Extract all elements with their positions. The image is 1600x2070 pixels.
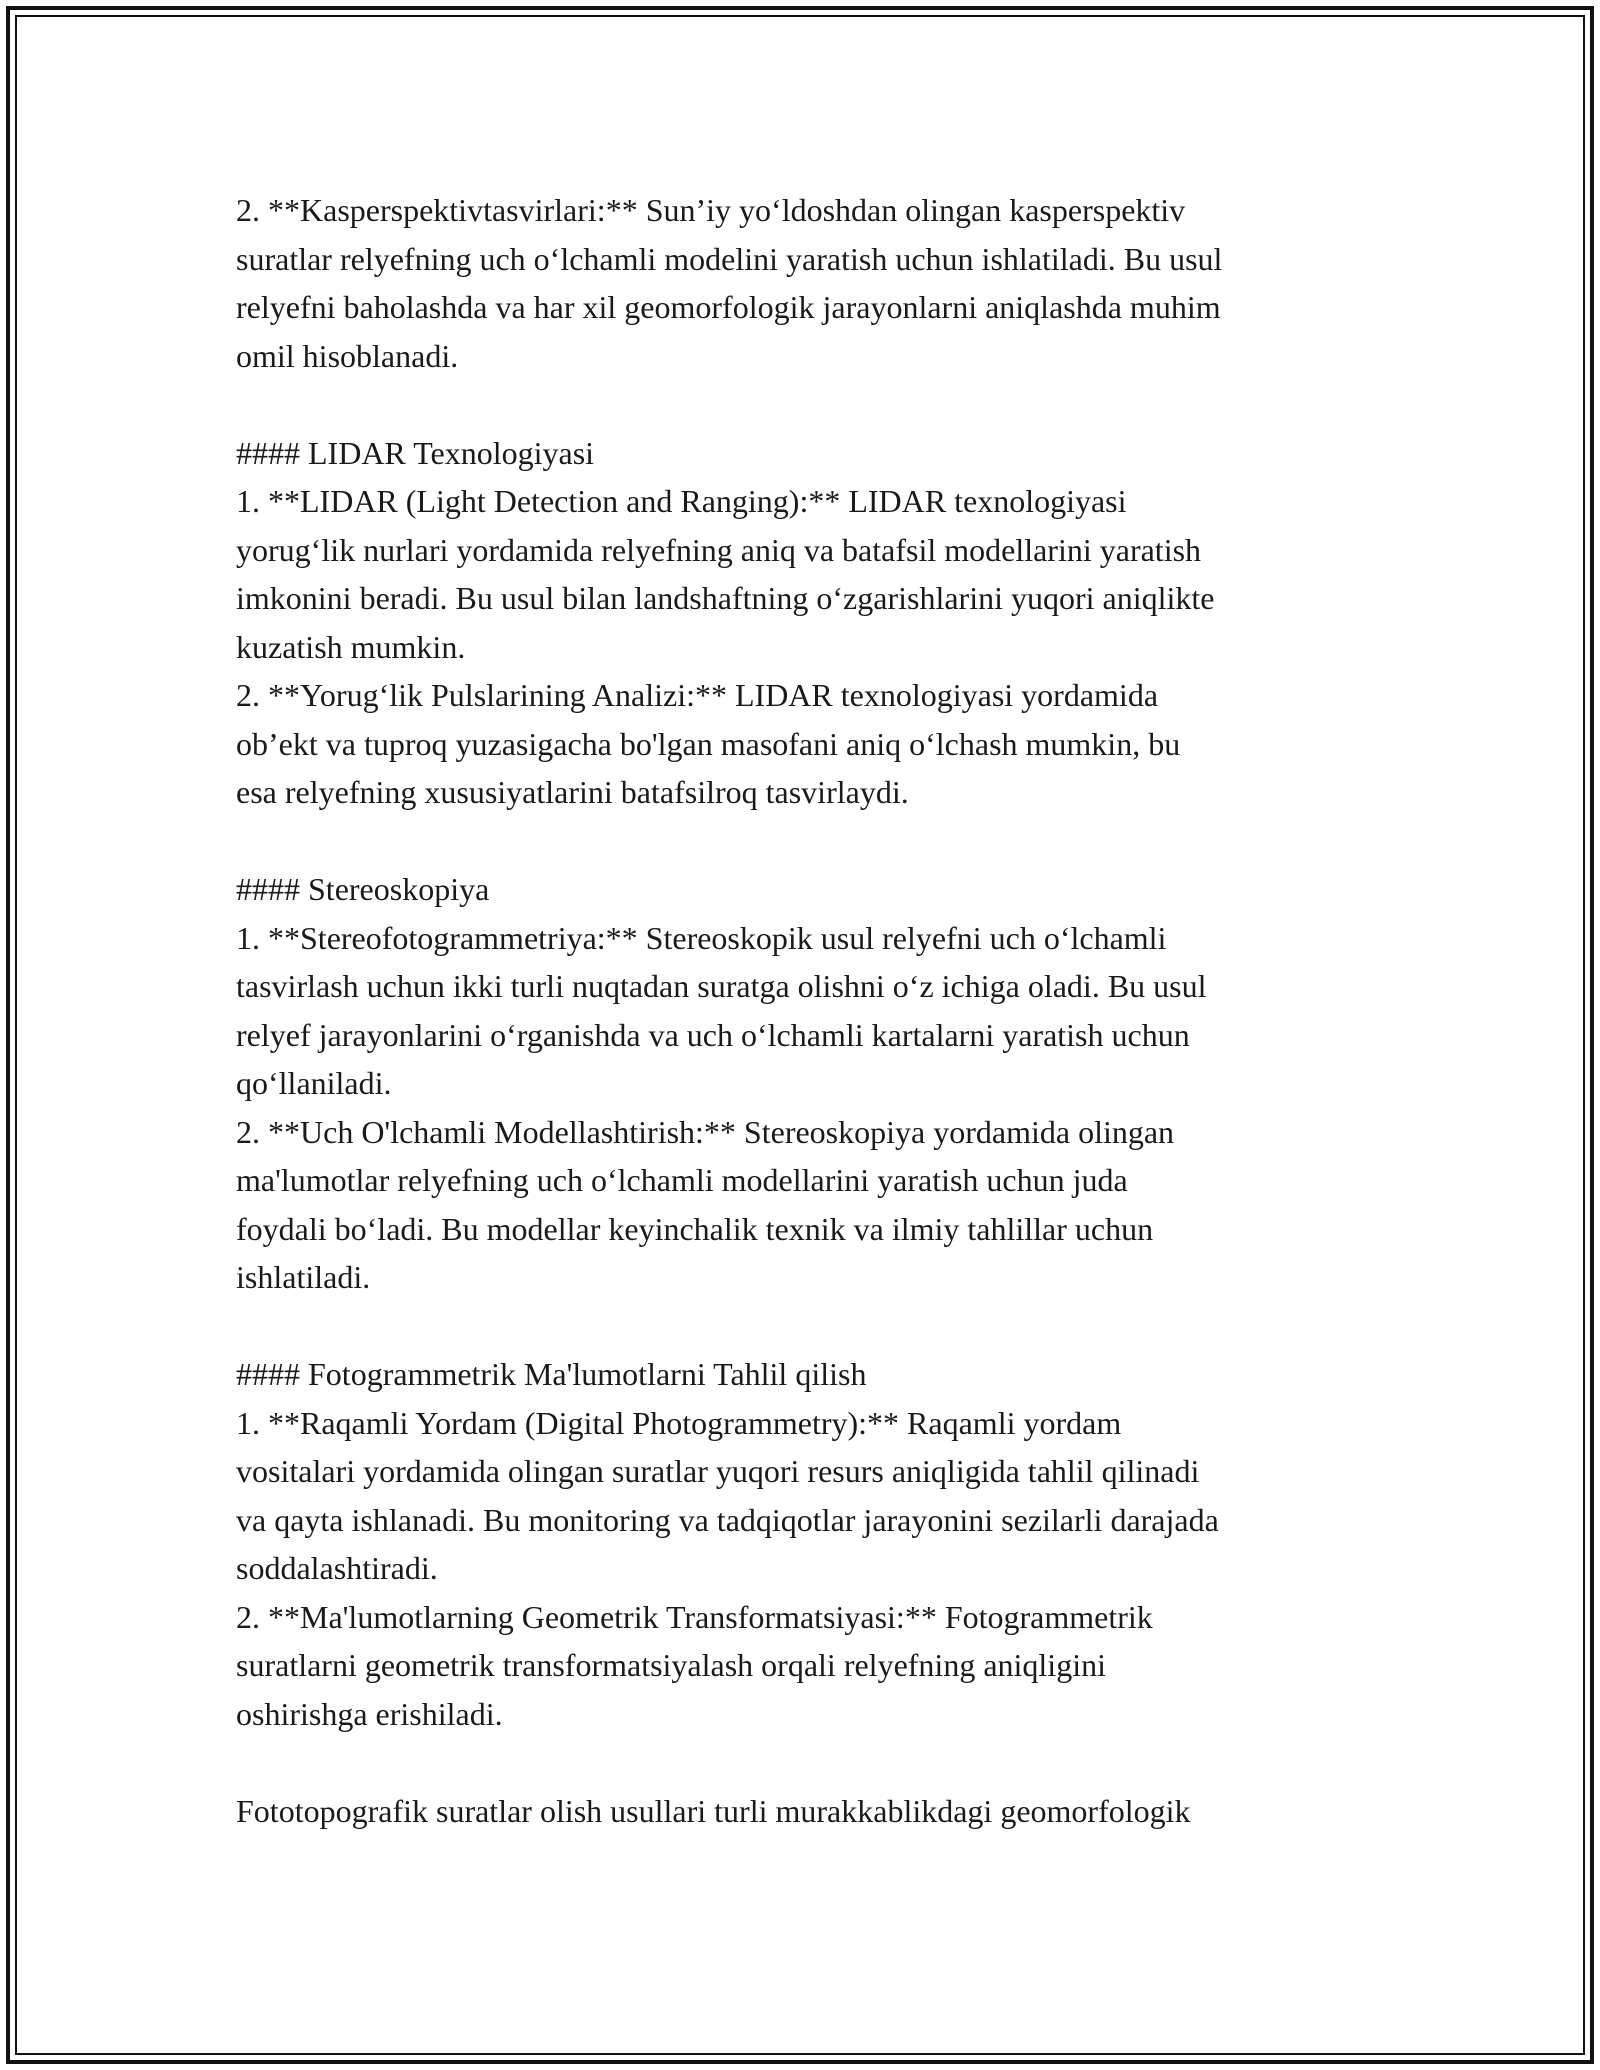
text-line: esa relyefning xususiyatlarini batafsilroq tasvirlaydi. [236, 774, 909, 810]
text-line: oshirishga erishiladi. [236, 1695, 503, 1732]
text-line: qo‘llaniladi. [236, 1065, 392, 1101]
text-line: suratlarni geometrik transformatsiyalash orqali relyefning aniqligini [236, 1647, 1106, 1683]
section-stereoskopiya [236, 865, 1386, 1302]
text-line: tasvirlash uchun ikki turli nuqtadan suratga olishni o‘z ichiga oladi. Bu usul [236, 968, 1207, 1004]
text-line: relyef jarayonlarini o‘rganishda va uch o‘lchamli kartalarni yaratish uchun [236, 1016, 1190, 1053]
paragraph-spacer [236, 817, 1386, 866]
paragraph-spacer [236, 380, 1386, 429]
text-line: ob’ekt va tuproq yuzasigacha bo'lgan masofani aniq o‘lchash mumkin, bu [236, 725, 1181, 762]
text-line: Fototopografik suratlar olish usullari turli murakkablikdagi geomorfologik [236, 1792, 1191, 1829]
section-fotogrammetrik [236, 1350, 1386, 1738]
text-line: suratlar relyefning uch o‘lchamli modelini yaratish uchun ishlatiladi. Bu usul [236, 240, 1223, 277]
section-conclusion [236, 1787, 1386, 1836]
text-line: kuzatish mumkin. [236, 628, 466, 665]
text-line: relyefni baholashda va har xil geomorfologik jarayonlarni aniqlashda muhim [236, 289, 1221, 325]
text-line: 1. **Raqamli Yordam (Digital Photogrammetry):** Raqamli yordam [236, 1404, 1122, 1441]
text-line: vositalari yordamida olingan suratlar yuqori resurs aniqligida tahlil qilinadi [236, 1453, 1200, 1489]
text-line: omil hisoblanadi. [236, 337, 459, 374]
text-line: 2. **Ma'lumotlarning Geometrik Transformatsiyasi:** Fotogrammetrik [236, 1598, 1153, 1635]
text-line: ishlatiladi. [236, 1259, 371, 1295]
text-line: 1. **LIDAR (Light Detection and Ranging):** LIDAR texnologiyasi [236, 483, 1127, 519]
section-heading: #### LIDAR Texnologiyasi [236, 434, 595, 471]
section-lidar [236, 429, 1386, 817]
text-line: 2. **Yorug‘lik Pulslarining Analizi:** LIDAR texnologiyasi yordamida [236, 677, 1159, 713]
text-line: va qayta ishlanadi. Bu monitoring va tadqiqotlar jarayonini sezilarli darajada [236, 1501, 1219, 1538]
text-line: 2. **Kasperspektivtasvirlari:** Sun’iy yo‘ldoshdan olingan kasperspektiv [236, 192, 1186, 228]
document-body [236, 186, 1386, 1835]
section-kasperspektiv [236, 186, 1386, 380]
text-line: foydali bo‘ladi. Bu modellar keyinchalik texnik va ilmiy tahlillar uchun [236, 1210, 1154, 1247]
text-line: ma'lumotlar relyefning uch o‘lchamli modellarini yaratish uchun juda [236, 1162, 1128, 1198]
paragraph-spacer [236, 1738, 1386, 1787]
text-line: 1. **Stereofotogrammetriya:** Stereoskopik usul relyefni uch o‘lchamli [236, 919, 1167, 956]
text-line: imkonini beradi. Bu usul bilan landshaftning o‘zgarishlarini yuqori aniqlikte [236, 580, 1215, 616]
text-line: soddalashtiradi. [236, 1550, 438, 1586]
paragraph-spacer [236, 1302, 1386, 1351]
section-heading: #### Stereoskopiya [236, 871, 490, 907]
section-heading: #### Fotogrammetrik Ma'lumotlarni Tahlil qilish [236, 1356, 867, 1392]
text-line: 2. **Uch O'lchamli Modellashtirish:** Stereoskopiya yordamida olingan [236, 1113, 1175, 1150]
text-line: yorug‘lik nurlari yordamida relyefning aniq va batafsil modellarini yaratish [236, 531, 1202, 568]
